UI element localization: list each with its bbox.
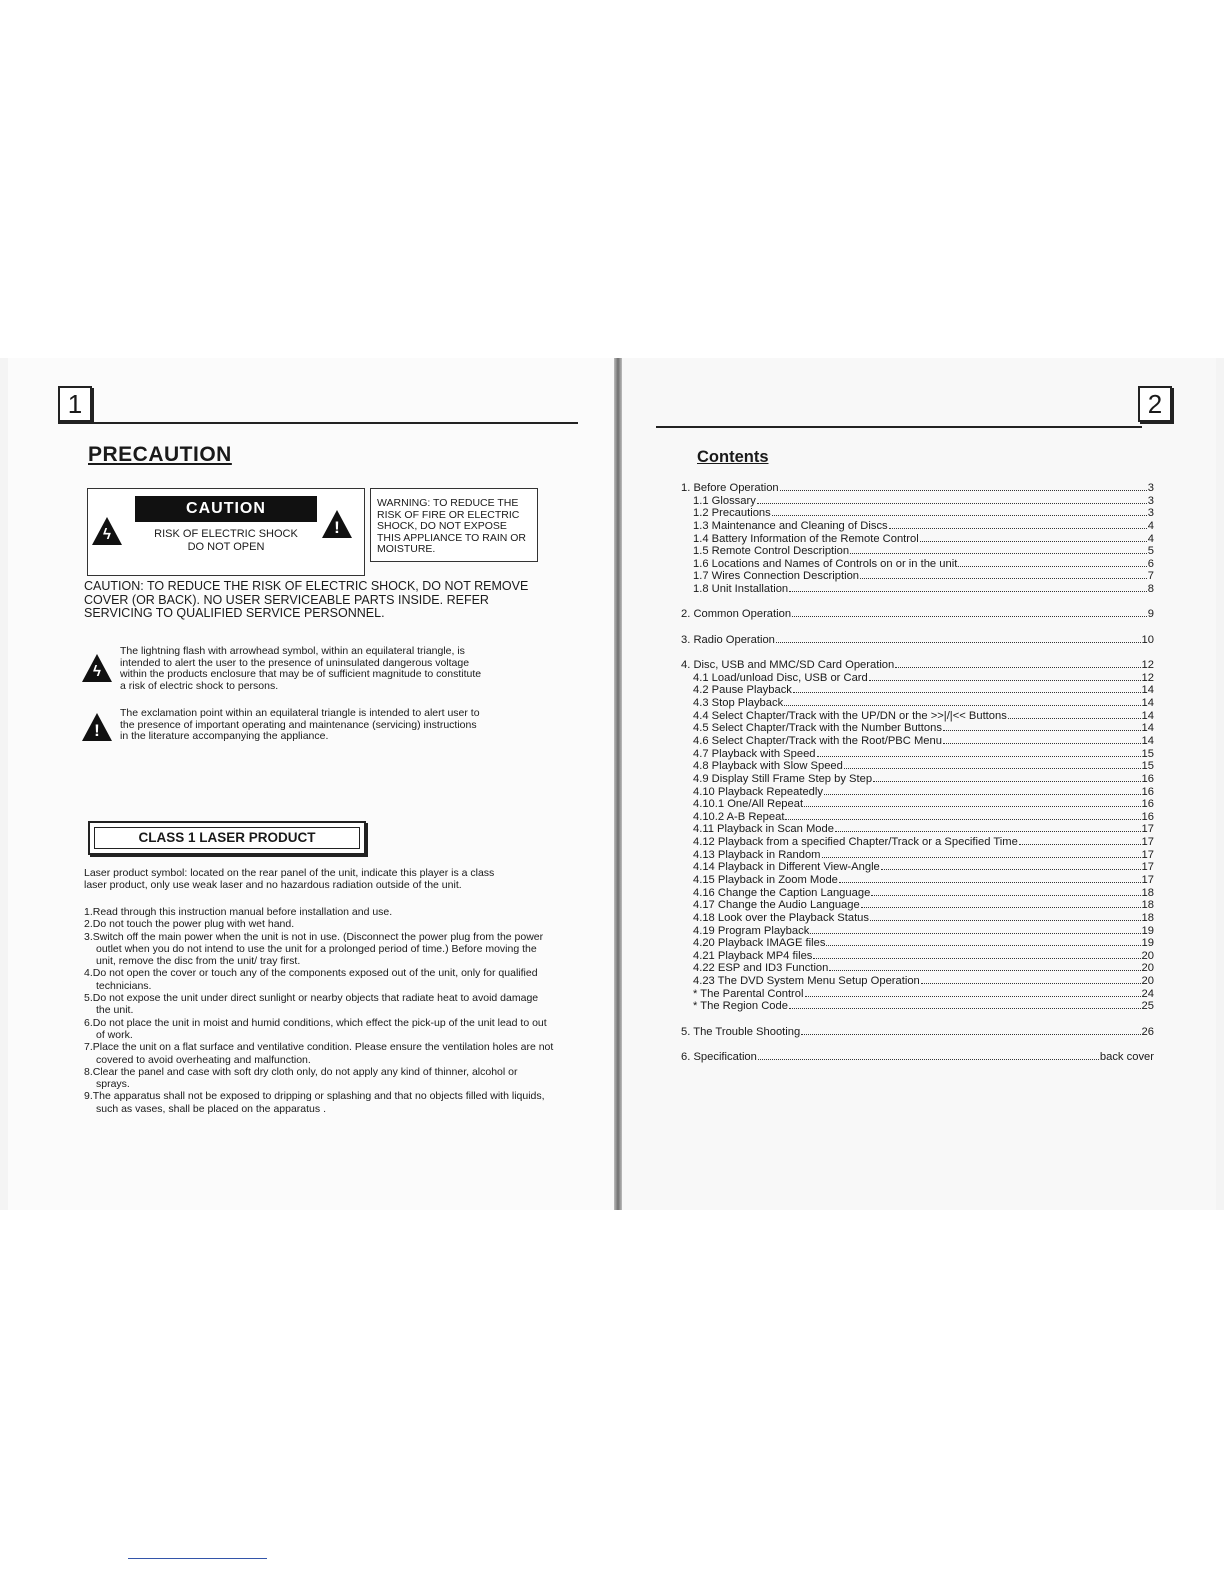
toc-leader-dots — [822, 857, 1141, 858]
toc-entry-label: 5. The Trouble Shooting — [681, 1025, 801, 1038]
toc-leader-dots — [869, 680, 1141, 681]
toc-entry-page: 14 — [1141, 722, 1154, 735]
toc-entry — [681, 925, 1154, 938]
toc-entry-label: 4.15 Playback in Zoom Mode — [693, 874, 838, 886]
toc-leader-dots — [789, 1008, 1141, 1009]
toc-entry-label: 4.22 ESP and ID3 Function — [693, 962, 829, 975]
laser-line: Laser product symbol: located on the rear panel of the unit, indicate this player is a class — [84, 867, 495, 879]
toc-entry-label: 4.7 Playback with Speed — [693, 747, 816, 760]
caution-statement — [84, 580, 554, 621]
toc-leader-dots — [895, 667, 1140, 668]
toc-entry-label: 4.9 Display Still Frame Step by Step — [693, 772, 873, 785]
toc-entry — [681, 710, 1154, 723]
toc-entry-label: 4.17 Change the Audio Language — [693, 899, 860, 912]
toc-entry-label: 4.6 Select Chapter/Track with the Root/PBC Menu — [693, 734, 942, 747]
toc-entry-page: 4 — [1147, 519, 1154, 532]
toc-leader-dots — [784, 705, 1140, 706]
toc-entry-page: 4 — [1147, 532, 1154, 545]
toc-leader-dots — [780, 490, 1147, 491]
toc-entry-page: 26 — [1141, 1025, 1154, 1038]
caution-statement-line: SERVICING TO QUALIFIED SERVICE PERSONNEL. — [84, 606, 385, 620]
toc-entry-page: 12 — [1141, 659, 1154, 672]
lightning-line: a risk of electric shock to persons. — [120, 679, 279, 692]
toc-entry-page: 24 — [1141, 987, 1154, 1000]
toc-entry-page: 14 — [1141, 684, 1154, 697]
toc-leader-dots — [860, 578, 1147, 579]
warning-box — [370, 488, 538, 562]
toc-entry-label: 4.18 Look over the Playback Status — [693, 911, 870, 924]
lightning-line: within the products enclosure that may be of sufficient magnitude to constitute — [120, 668, 482, 680]
lightning-glyph-icon: ϟ — [103, 526, 111, 543]
rule-item: 2.Do not touch the power plug with wet hand. — [84, 918, 295, 931]
toc-entry-label: 3. Radio Operation — [681, 633, 775, 646]
toc-entry-page: 3 — [1147, 494, 1154, 507]
toc-leader-dots — [813, 958, 1140, 959]
toc-entry-label: 4.23 The DVD System Menu Setup Operation — [693, 975, 920, 988]
toc-entry-label: 1.4 Battery Information of the Remote Control — [693, 532, 919, 545]
toc-entry — [681, 507, 1154, 520]
toc-entry-label: 1.5 Remote Control Description — [693, 545, 850, 558]
toc-entry — [681, 684, 1154, 697]
rule-item: 5.Do not expose the unit under direct sunlight or nearby objects that radiate heat to avoid damage the unit. — [84, 992, 539, 1017]
rule-item: 3.Switch off the main power when the unit is not in use. (Disconnect the power plug from the power outlet when you do not intend to use the unit for a prolonged period of time.) Before moving the unit, remove the disc from the unit/ tray first. — [84, 930, 544, 968]
laser-line: laser product, only use weak laser and no hazardous radiation outside of the unit. — [84, 878, 462, 891]
exclamation-glyph-icon: ! — [334, 518, 340, 537]
page-gutter — [614, 358, 622, 1210]
toc-entry-page: 18 — [1141, 886, 1154, 899]
toc-leader-dots — [1008, 718, 1141, 719]
toc-entry-label: 4.12 Playback from a specified Chapter/Track or a Specified Time — [693, 836, 1018, 849]
toc-entry — [681, 823, 1154, 836]
toc-entry — [681, 950, 1154, 963]
toc-entry-page: 19 — [1141, 924, 1154, 937]
toc-entry — [681, 634, 1154, 647]
toc-leader-dots — [861, 907, 1141, 908]
toc-entry-label: 1. Before Operation — [681, 482, 779, 494]
toc-leader-dots — [889, 528, 1147, 529]
toc-entry-page: 14 — [1141, 709, 1154, 722]
toc-leader-dots — [793, 692, 1141, 693]
toc-leader-dots — [870, 920, 1141, 921]
toc-entry — [681, 899, 1154, 912]
lightning-line: The lightning flash with arrowhead symbol, within an equilateral triangle, is — [120, 645, 465, 657]
contents-heading: Contents — [697, 448, 769, 466]
warning-line: THIS APPLIANCE TO RAIN OR — [377, 531, 526, 544]
toc-entry-label: 4.21 Playback MP4 files — [693, 949, 813, 962]
toc-leader-dots — [881, 869, 1141, 870]
toc-entry — [681, 786, 1154, 799]
toc-entry — [681, 495, 1154, 508]
toc-entry-label: 4.2 Pause Playback — [693, 684, 792, 697]
toc-entry — [681, 975, 1154, 988]
toc-entry-label: 4.11 Playback in Scan Mode — [693, 823, 834, 836]
toc-entry-label: 4.10.2 A-B Repeat — [693, 810, 785, 823]
rule-item: 8.Clear the panel and case with soft dry cloth only, do not apply any kind of thinner, alcohol or sprays. — [84, 1065, 518, 1091]
caution-title: CAUTION — [135, 496, 317, 522]
toc-entry-page: 9 — [1147, 608, 1154, 621]
toc-entry-label: 1.6 Locations and Names of Controls on or in the unit — [693, 557, 958, 570]
rule-item: 4.Do not open the cover or touch any of the components exposed out of the unit, only for qualified technicians. — [84, 967, 538, 992]
toc-entry-page: 3 — [1147, 482, 1154, 494]
toc-entry-page: back cover — [1099, 1051, 1154, 1064]
caution-subtext — [135, 528, 317, 554]
toc-entry — [681, 988, 1154, 1001]
toc-entry — [681, 887, 1154, 900]
header-rule-right — [656, 426, 1142, 428]
toc-entry-page: 20 — [1141, 962, 1154, 975]
page-number-left: 1 — [58, 386, 92, 422]
toc-leader-dots — [943, 730, 1141, 731]
toc-leader-dots — [839, 882, 1141, 883]
toc-entry-page: 25 — [1141, 1000, 1154, 1013]
toc-entry-page: 18 — [1141, 899, 1154, 912]
toc-leader-dots — [943, 743, 1141, 744]
toc-entry — [681, 1026, 1154, 1039]
rule-item: 7.Place the unit on a flat surface and ventilative condition. Please ensure the ventilation holes are not covered to avoid overheating and malfunction. — [84, 1041, 554, 1066]
caution-statement-line: CAUTION: TO REDUCE THE RISK OF ELECTRIC SHOCK, DO NOT REMOVE — [84, 579, 529, 593]
toc-entry-label: 4.5 Select Chapter/Track with the Number Buttons — [693, 722, 942, 735]
toc-entry-page: 6 — [1147, 557, 1154, 570]
toc-entry — [681, 608, 1154, 621]
toc-entry-page: 16 — [1141, 772, 1154, 785]
toc-entry-label: 4.14 Playback in Different View-Angle — [693, 861, 880, 874]
toc-entry-label: 1.1 Glossary — [693, 494, 756, 507]
toc-entry-page: 19 — [1141, 937, 1154, 950]
toc-entry-page: 15 — [1141, 760, 1154, 773]
lightning-explanation — [120, 646, 550, 692]
toc-leader-dots — [757, 503, 1147, 504]
exclamation-line: the presence of important operating and maintenance (servicing) instructions — [120, 718, 477, 731]
toc-leader-dots — [873, 781, 1140, 782]
caution-statement-line: COVER (OR BACK). NO USER SERVICEABLE PARTS INSIDE. REFER — [84, 592, 489, 607]
toc-leader-dots — [1019, 844, 1141, 845]
page-number-right: 2 — [1138, 386, 1172, 422]
toc-entry-label: * The Parental Control — [693, 987, 804, 1000]
toc-leader-dots — [824, 794, 1141, 795]
rule-item: 1.Read through this instruction manual before installation and use. — [84, 906, 393, 918]
toc-entry-label: 1.7 Wires Connection Description — [693, 570, 860, 583]
toc-entry — [681, 937, 1154, 950]
rule-item: 9.The apparatus shall not be exposed to dripping or splashing and that no objects filled with liquids, such as vases, shall be placed on the apparatus . — [84, 1090, 545, 1115]
toc-entry-label: * The Region Code — [693, 1000, 788, 1013]
toc-leader-dots — [829, 970, 1140, 971]
toc-leader-dots — [758, 1059, 1099, 1060]
toc-leader-dots — [871, 895, 1140, 896]
toc-entry-label: 4.8 Playback with Slow Speed — [693, 760, 843, 773]
toc-entry — [681, 697, 1154, 710]
toc-entry-label: 1.2 Precautions — [693, 507, 771, 520]
toc-entry — [681, 748, 1154, 761]
toc-leader-dots — [826, 945, 1140, 946]
toc-entry-label: 2. Common Operation — [681, 608, 792, 621]
toc-entry-page: 20 — [1141, 975, 1154, 988]
toc-entry-page: 17 — [1141, 848, 1154, 861]
toc-leader-dots — [805, 996, 1141, 997]
toc-entry — [681, 861, 1154, 874]
toc-entry — [681, 533, 1154, 546]
toc-entry-label: 4.3 Stop Playback — [693, 697, 784, 710]
toc-entry-label: 1.3 Maintenance and Cleaning of Discs — [693, 519, 888, 532]
toc-entry-page: 17 — [1141, 823, 1154, 836]
toc-entry — [681, 811, 1154, 824]
toc-entry-label: 4.16 Change the Caption Language — [693, 886, 871, 899]
toc-entry — [681, 962, 1154, 975]
toc-leader-dots — [772, 515, 1147, 516]
header-rule-left — [58, 422, 578, 424]
toc-entry — [681, 672, 1154, 685]
toc-entry — [681, 773, 1154, 786]
toc-entry-page: 17 — [1141, 836, 1154, 849]
warning-line: MOISTURE. — [377, 543, 436, 555]
toc-leader-dots — [958, 566, 1146, 567]
class1-laser-label — [88, 821, 366, 855]
warning-line: RISK OF FIRE OR ELECTRIC — [377, 508, 520, 521]
toc-leader-dots — [789, 591, 1147, 592]
exclamation-symbol-glyph-icon: ! — [94, 721, 100, 740]
toc-leader-dots — [920, 541, 1147, 542]
warning-line: SHOCK, DO NOT EXPOSE — [377, 520, 507, 532]
toc-entry-page: 5 — [1147, 545, 1154, 558]
toc-entry — [681, 1051, 1154, 1064]
toc-entry-label: 4.10 Playback Repeatedly — [693, 785, 823, 798]
toc-entry-label: 6. Specification — [681, 1051, 757, 1064]
precaution-rules-list — [84, 906, 554, 1115]
toc-entry-page: 3 — [1147, 507, 1154, 520]
laser-description — [84, 868, 554, 891]
toc-entry — [681, 583, 1154, 596]
toc-entry — [681, 798, 1154, 811]
toc-entry-page: 8 — [1147, 583, 1154, 596]
toc-entry — [681, 482, 1154, 495]
toc-entry — [681, 722, 1154, 735]
toc-entry-page: 7 — [1147, 570, 1154, 583]
toc-entry-label: 4.4 Select Chapter/Track with the UP/DN or the >>|/|<< Buttons — [693, 709, 1007, 722]
toc-entry — [681, 836, 1154, 849]
toc-entry-page: 17 — [1141, 874, 1154, 886]
toc-entry-page: 16 — [1141, 785, 1154, 798]
toc-entry-page: 14 — [1141, 697, 1154, 710]
toc-entry — [681, 735, 1154, 748]
toc-entry — [681, 659, 1154, 672]
toc-leader-dots — [810, 933, 1140, 934]
caution-sub-line: DO NOT OPEN — [187, 541, 265, 553]
toc-entry-label: 4.1 Load/unload Disc, USB or Card — [693, 671, 868, 684]
toc-leader-dots — [785, 819, 1140, 820]
toc-entry-label: 4.10.1 One/All Repeat — [693, 798, 804, 811]
table-of-contents — [681, 482, 1154, 1064]
toc-entry — [681, 558, 1154, 571]
toc-entry-page: 17 — [1141, 861, 1154, 874]
toc-entry-label: 4.13 Playback in Random — [693, 848, 821, 861]
toc-entry-page: 16 — [1141, 810, 1154, 823]
toc-entry — [681, 912, 1154, 925]
toc-entry-page: 14 — [1141, 734, 1154, 747]
toc-leader-dots — [817, 756, 1141, 757]
toc-entry-page: 20 — [1141, 949, 1154, 962]
toc-leader-dots — [801, 1034, 1140, 1035]
toc-entry — [681, 849, 1154, 862]
toc-entry-label: 4.19 Program Playback — [693, 924, 810, 937]
toc-leader-dots — [792, 616, 1147, 617]
toc-entry — [681, 1000, 1154, 1013]
toc-entry — [681, 545, 1154, 558]
toc-entry-page: 10 — [1141, 633, 1154, 646]
precaution-heading: PRECAUTION — [88, 443, 232, 466]
toc-leader-dots — [921, 983, 1141, 984]
lightning-line: intended to alert the user to the presence of uninsulated dangerous voltage — [120, 656, 470, 669]
toc-entry — [681, 570, 1154, 583]
toc-entry — [681, 760, 1154, 773]
toc-entry — [681, 520, 1154, 533]
toc-entry-page: 16 — [1141, 798, 1154, 811]
toc-entry-page: 18 — [1141, 911, 1154, 924]
exclamation-explanation — [120, 708, 550, 743]
toc-leader-dots — [804, 806, 1140, 807]
toc-entry-label: 1.8 Unit Installation — [693, 583, 789, 596]
toc-entry-page: 15 — [1141, 747, 1154, 760]
caution-sub-line: RISK OF ELECTRIC SHOCK — [154, 528, 298, 540]
toc-leader-dots — [850, 553, 1147, 554]
toc-leader-dots — [844, 768, 1141, 769]
toc-leader-dots — [776, 642, 1141, 643]
toc-leader-dots — [835, 831, 1141, 832]
lightning-symbol-glyph-icon: ϟ — [93, 663, 101, 680]
footer-line — [128, 1558, 267, 1559]
toc-entry-label: 4.20 Playback IMAGE files — [693, 937, 826, 950]
toc-entry-page: 12 — [1141, 671, 1154, 684]
exclamation-line: The exclamation point within an equilateral triangle is intended to alert user to — [120, 707, 480, 719]
class1-text: CLASS 1 LASER PRODUCT — [94, 827, 360, 849]
rule-item: 6.Do not place the unit in moist and humid conditions, which effect the pick-up of the unit lead to out of work. — [84, 1016, 547, 1041]
exclamation-line: in the literature accompanying the appliance. — [120, 730, 329, 742]
warning-line: WARNING: TO REDUCE THE — [377, 497, 519, 509]
toc-entry — [681, 874, 1154, 887]
toc-entry-label: 4. Disc, USB and MMC/SD Card Operation — [681, 659, 895, 672]
